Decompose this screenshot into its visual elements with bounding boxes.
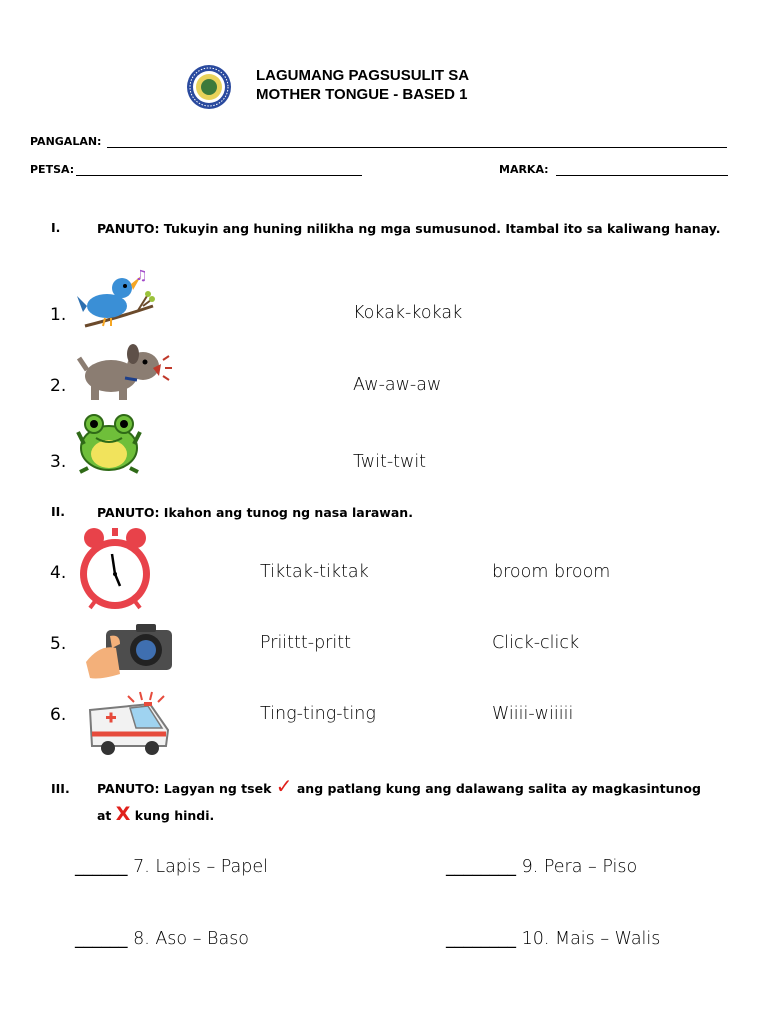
frog-icon xyxy=(74,410,144,474)
name-label: PANGALAN: xyxy=(30,135,102,148)
camera-icon xyxy=(86,622,176,682)
item-6-choice-a[interactable]: Ting-ting-ting xyxy=(260,704,376,724)
item-7-blank[interactable]: ______ xyxy=(75,857,128,877)
date-field[interactable] xyxy=(76,175,362,176)
item-1-sound: Kokak-kokak xyxy=(353,303,463,323)
item-8-text: 8. Aso – Baso xyxy=(133,929,250,949)
item-5-choice-b[interactable]: Click-click xyxy=(492,633,580,653)
item-9-text: 9. Pera – Piso xyxy=(521,857,638,877)
item-5-choice-a[interactable]: Priittt-pritt xyxy=(260,633,351,653)
section-3-instruction-part2: ang patlang kung ang dalawang salita ay magkasintunog xyxy=(296,781,701,796)
section-3-instruction-line2 xyxy=(97,805,214,825)
item-5-number: 5. xyxy=(50,634,67,654)
section-2-instruction: PANUTO: Ikahon ang tunog ng nasa larawan. xyxy=(97,505,413,520)
item-8-blank[interactable]: ______ xyxy=(75,929,128,949)
item-10-row xyxy=(446,929,660,949)
name-field[interactable] xyxy=(107,147,727,148)
x-mark-icon: X xyxy=(115,803,131,825)
page-title-line1: LAGUMANG PAGSUSULIT SA xyxy=(256,67,470,84)
item-3-number: 3. xyxy=(50,452,67,472)
bird-icon xyxy=(77,266,157,334)
section-2-numeral: II. xyxy=(51,504,66,519)
item-2-number: 2. xyxy=(50,376,67,396)
score-label: MARKA: xyxy=(499,163,549,176)
date-label: PETSA: xyxy=(30,163,75,176)
item-7-text: 7. Lapis – Papel xyxy=(133,857,269,877)
item-10-blank[interactable]: ________ xyxy=(446,929,516,949)
item-8-row xyxy=(75,929,249,949)
ambulance-icon xyxy=(82,690,174,758)
item-1-number: 1. xyxy=(50,305,67,325)
item-7-row xyxy=(75,857,268,877)
item-6-number: 6. xyxy=(50,705,67,725)
section-3-numeral: III. xyxy=(51,781,70,796)
item-9-row xyxy=(446,857,637,877)
page-title-line2: MOTHER TONGUE - BASED 1 xyxy=(256,86,468,103)
item-4-choice-b[interactable]: broom broom xyxy=(492,562,611,582)
check-mark-icon: ✓ xyxy=(275,774,293,798)
item-4-choice-a[interactable]: Tiktak-tiktak xyxy=(260,562,369,582)
score-field[interactable] xyxy=(556,175,728,176)
section-1-numeral: I. xyxy=(51,220,61,235)
item-2-sound: Aw-aw-aw xyxy=(353,375,442,395)
alarm-clock-icon xyxy=(76,524,154,612)
section-3-instruction-part3: at xyxy=(97,808,112,823)
school-seal-icon xyxy=(186,64,232,110)
section-3-instruction-part4: kung hindi. xyxy=(134,808,215,823)
item-4-number: 4. xyxy=(50,563,67,583)
item-3-sound: Twit-twit xyxy=(353,452,427,472)
section-1-instruction: PANUTO: Tukuyin ang huning nilikha ng mga sumusunod. Itambal ito sa kaliwang hanay. xyxy=(97,221,721,236)
item-10-text: 10. Mais – Walis xyxy=(521,929,661,949)
item-9-blank[interactable]: ________ xyxy=(446,857,516,877)
section-3-instruction-line1 xyxy=(97,774,740,798)
dog-icon xyxy=(77,340,173,404)
section-3-instruction-part1: PANUTO: Lagyan ng tsek xyxy=(97,781,272,796)
svg-text:♫: ♫ xyxy=(135,268,148,284)
item-6-choice-b[interactable]: Wiiii-wiiiii xyxy=(492,704,574,724)
